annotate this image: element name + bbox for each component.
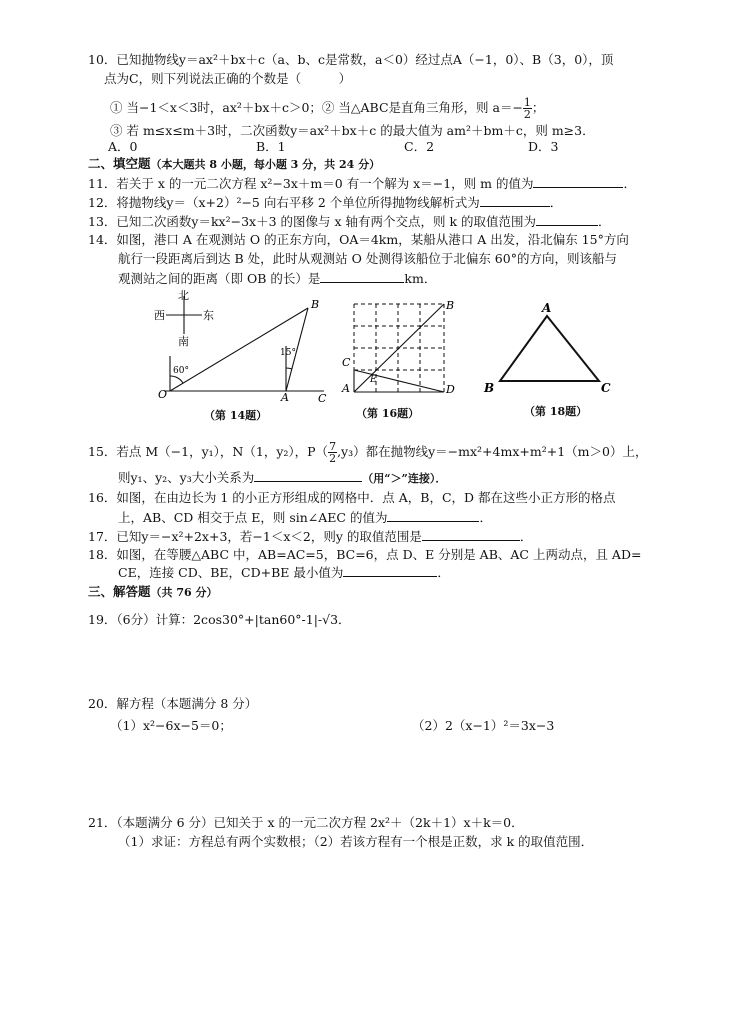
fig16-label-a: A [342,382,350,395]
q15-text-a: 15．若点 M（−1，y₁），N（1，y₂），P（ [88,444,329,459]
fig14-label-east: 东 [203,309,214,322]
figure-18 [480,298,620,398]
q17-answer-blank [422,528,520,541]
q17-text: 17．已知y＝−x²+2x+3，若−1＜x＜2，则y 的取值范围是 [88,529,422,544]
q13-answer-blank [536,213,598,226]
frac-denominator: 2 [329,452,337,465]
frac-numerator: 7 [329,440,337,453]
q20-title: 20．解方程（本题满分 8 分） [88,696,258,711]
fig16-label-b: B [446,299,455,312]
q12: 12．将抛物线y＝（x+2）²−5 向右平移 2 个单位所得抛物线解析式为 ． [88,195,563,210]
fig18-label-b: B [484,381,495,395]
q10-semicolon: ； [531,100,545,115]
q11-answer-blank [533,175,623,188]
q11: 11．若关于 x 的一元二次方程 x²−3x＋m＝0 有一个解为 x＝−1，则 m 的值为 ． [88,176,636,191]
q13-text: 13．已知二次函数y＝kx²−3x＋3 的图像与 x 轴有两个交点，则 k 的取值范围为 [88,214,537,229]
fig16-label-c: C [342,356,351,369]
q21-line1: 21．（本题满分 6 分）已知关于 x 的一元二次方程 2x²＋（2k＋1）x＋k＝0． [88,815,524,830]
figure-16 [338,296,468,401]
q10-line1: 10．已知抛物线y＝ax²＋bx＋c（a、b、c是常数，a＜0）经过点A（−1，0）、B（3，0），顶 [88,52,614,67]
q15-line1 [88,441,647,464]
q21-line2: （1）求证：方程总有两个实数根；（2）若该方程有一个根是正数，求 k 的取值范围． [118,834,594,849]
q12-text: 12．将抛物线y＝（x+2）²−5 向右平移 2 个单位所得抛物线解析式为 [88,195,480,210]
fig16-caption: （第 16题） [356,407,420,420]
q16-text: 上，AB、CD 相交于点 E，则 sin∠AEC 的值为 [118,510,388,525]
q15-fraction [328,441,337,464]
fig14-label-west: 西 [154,309,165,322]
q20-part2: （2）2（x−1）²＝3x−3 [412,718,555,733]
q15-line2 [118,469,446,487]
section2-note: （本大题共 8 小题，每小题 3 分，共 24 分） [150,158,381,171]
q14-line1: 14．如图，港口 A 在观测站 O 的正东方向，OA＝4km，某船从港口 A 出发，沿北偏东 15°方向 [88,232,629,247]
q15-answer-blank [254,469,362,482]
q18-line1: 18．如图，在等腰△ABC 中，AB=AC=5，BC=6，点 D、E 分别是 AB、AC 上两动点，且 AD= [88,547,642,562]
q18-text: CE，连接 CD、BE，CD+BE 最小值为 [118,565,344,580]
fig14-label-b: B [311,298,320,311]
section2-header [88,156,380,173]
section3-header [88,584,217,601]
fig14-angle-15-arc [286,368,292,369]
fig14-label-south: 南 [178,335,189,348]
q14-answer-blank [320,270,404,283]
fig14-label-angle15: 15° [280,348,296,358]
fig14-label-a: A [281,391,289,404]
q14-line2: 航行一段距离后到达 B 处，此时从观测站 O 处测得该船位于北偏东 60°的方向，则该船与 [118,251,617,266]
q10-option-a: A．0 [108,139,138,154]
section2-title: 二、填空题 [88,156,151,171]
frac-denominator: 2 [523,108,531,121]
fig14-label-north: 北 [178,289,189,302]
fig16-label-e: E [370,375,377,385]
fig16-label-d: D [446,383,455,396]
section3-title: 三、解答题 [88,584,151,599]
q10-line2: 点为C，则下列说法正确的个数是（ ） [104,71,352,86]
q17: 17．已知y＝−x²+2x+3，若−1＜x＜2，则y 的取值范围是 ． [88,529,533,544]
q20-part1: （1）x²−6x−5＝0； [110,718,232,733]
q13: 13．已知二次函数y＝kx²−3x＋3 的图像与 x 轴有两个交点，则 k 的取值范围为 ． [88,214,611,229]
fig14-label-angle60: 60° [173,366,189,376]
q16-line2: 上，AB、CD 相交于点 E，则 sin∠AEC 的值为 ． [118,510,492,525]
frac-numerator: 1 [523,96,531,109]
q10-option-c: C．2 [404,139,435,154]
q16-answer-blank [387,509,479,522]
q12-answer-blank [480,194,550,207]
q19: 19．（6分）计算：2cos30°+|tan60°-1|-√3． [88,612,351,627]
fig16-line-cd [354,370,444,392]
q11-text: 11．若关于 x 的一元二次方程 x²−3x＋m＝0 有一个解为 x＝−1，则 m 的值为 [88,176,534,191]
fig14-label-c: C [318,392,327,405]
figure-14 [140,288,340,408]
q10-option-d: D．3 [528,139,559,154]
q10-option-b: B．1 [256,139,286,154]
q14-text: 观测站之间的距离（即 OB 的长）是 [118,271,321,286]
q15-text-c: 则y₁、y₂、y₃大小关系为 [118,470,255,485]
q10-options [108,139,668,155]
q10-fraction [523,97,532,120]
section3-note: （共 76 分） [150,586,218,599]
q18-line2: CE，连接 CD、BE，CD+BE 最小值为 ． [118,565,450,580]
q14-line3 [118,270,436,287]
fig18-label-c: C [601,381,611,395]
q15-text-b: ,y₃）都在抛物线y＝−mx²+4mx+m²+1（m＞0）上， [337,444,648,459]
fig18-label-a: A [542,301,552,315]
fig18-caption: （第 18题） [524,405,588,418]
q14-unit: km． [404,271,437,286]
q15-note: （用“＞”连接）． [362,472,447,485]
q10-statement-1-2 [110,97,544,120]
fig14-caption: （第 14题） [204,409,268,422]
fig14-label-o: O [158,388,168,401]
q16-line1: 16．如图，在由边长为 1 的小正方形组成的网格中．点 A，B，C，D 都在这些小正方形的格点 [88,490,616,505]
fig16-line-ab [354,304,444,392]
fig18-triangle [500,316,599,381]
fig14-angle-60-arc [170,376,183,383]
q10-statement-text: ① 当−1＜x＜3时，ax²＋bx＋c＞0；② 当△ABC是直角三角形，则 a＝− [110,100,523,115]
q10-statement-3: ③ 若 m≤x≤m＋3时，二次函数y＝ax²＋bx＋c 的最大值为 am²＋bm＋c，则 m≥3． [110,123,595,138]
q18-answer-blank [343,564,437,577]
